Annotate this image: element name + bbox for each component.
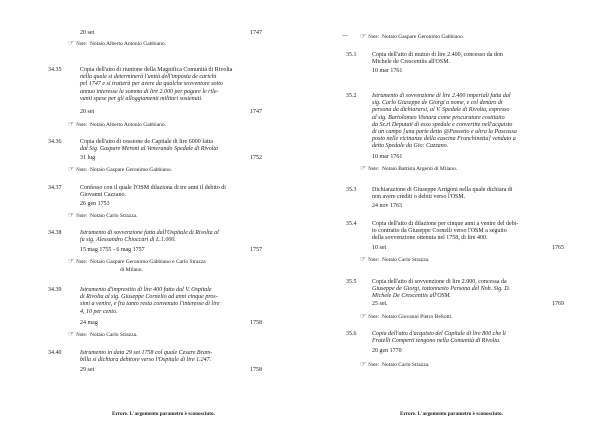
entry-description (372, 331, 506, 345)
entry-line: Confesso con il quale l'OSM dilaziona di tre anni il debito di (80, 185, 226, 191)
entry-line: nella quale si determinerà l'unità dell'imposta de carichi (80, 74, 217, 81)
entry-line: della sovvenzione ottenuta nel 1758, di lire 400. (372, 235, 488, 242)
entry-description (80, 139, 218, 153)
entry-line: Istrumento in data 29 set 1758 col quale Cesare Bram- (80, 350, 213, 356)
entry-number: 35.1 (346, 52, 357, 58)
entry-note (68, 166, 172, 174)
entry (48, 287, 262, 317)
entry-note (360, 165, 457, 173)
entry-number: 34.40 (48, 350, 62, 356)
pointing-hand-icon: ☞ (360, 164, 367, 172)
pointing-hand-icon: ☞ (360, 255, 367, 263)
note-label: Note: (76, 42, 87, 47)
entry-description (372, 52, 503, 66)
pointing-hand-icon: ☞ (360, 312, 367, 320)
note-label: Note: (368, 167, 379, 172)
entry-line: di Rivolta al sig. Giuseppe Cornelio ad anni cinque pros- (80, 294, 218, 301)
note-text: Notaio Carlo Strazza. (381, 362, 430, 368)
entry-year: 1758 (250, 320, 262, 326)
entry-number: 34.36 (48, 139, 62, 145)
top-note (68, 40, 166, 48)
entry-date: 20 gen 1770 (372, 348, 402, 354)
entry-year: 1747 (250, 109, 262, 115)
entry-number: 35.3 (346, 187, 357, 193)
entry (48, 67, 262, 127)
entry-date: 10 mar 1761 (372, 154, 403, 160)
entry-description (80, 230, 219, 244)
entry-number: 35.6 (346, 331, 357, 337)
pointing-hand-icon: ☞ (360, 32, 367, 40)
entry-line: dal Sig. Gaspare Meroni al Venerando Spedale di Rivolta (80, 146, 219, 153)
entry-number: 34.37 (48, 185, 62, 191)
entry-note (68, 258, 206, 266)
entry-line: vanti spese per gli alloggiamenti militari sostenuti. (80, 95, 203, 102)
entry-line: fu sig. Alessandro Chioccari di L.1.000. (80, 237, 176, 244)
entry-date: 31 lug (80, 155, 96, 161)
entry-date: 24 mag (80, 320, 98, 326)
entry (346, 187, 556, 203)
entry-number: 34.39 (48, 287, 62, 293)
entry-description (80, 185, 226, 199)
entry-number: 34.35 (48, 67, 62, 73)
entry-line: sig. Carlo Giuseppe de Giorgi a nome, e col denaro di (372, 100, 503, 107)
entry-number: 35.4 (346, 221, 357, 227)
entry-date: 15 mag 1755 - 6 mag 1757 (80, 247, 145, 253)
entry-line: di un campo [una parte detto @Passetto e altra la Pascassa (372, 129, 517, 136)
entry-note (68, 121, 166, 129)
entry (346, 279, 556, 301)
note-text: Notaio Carlo Strazza. (381, 257, 430, 263)
entry-line: Copia dell'atto di riunione della Magnifica Comunità di Rivolta (80, 67, 233, 73)
entry (48, 139, 262, 155)
pointing-hand-icon: ☞ (68, 211, 75, 219)
entry-year: 1757 (250, 247, 262, 253)
entry-year: 1769 (552, 301, 564, 307)
entry-line: persona da dichiararsi, al V. Spedale di Rivolta, espresso (372, 107, 510, 114)
entry-note (68, 212, 137, 220)
pointing-hand-icon: ☞ (68, 330, 75, 338)
note-label: Note: (368, 35, 379, 40)
pointing-hand-icon: ☞ (360, 360, 367, 368)
entry-number: 34.38 (48, 230, 62, 236)
entry-line: Copia dell'atto di dilazione per cinque anni a venire del debi- (372, 221, 519, 227)
entry-line: Giovanni Cazzano. (80, 192, 126, 199)
entry-note-continuation: di Milano. (120, 267, 143, 273)
note-text: Notaio Alberto Antonio Gabbiano. (89, 122, 167, 128)
entry-line: Copia dell'atto di mutuo di lire 2.400, concesso da don (372, 52, 503, 58)
entry (346, 221, 556, 243)
entry (48, 230, 262, 246)
entry-line: non avere crediti o debiti verso l'OSM. (372, 194, 466, 201)
note-label: Note: (368, 315, 379, 320)
entry-line: Giuseppe de Giorgi, tottonnesto Persona del Nob. Sig. D. (372, 286, 511, 293)
note-label: Note: (76, 333, 87, 338)
note-label: Note: (368, 363, 379, 368)
entry-line: billa si dichiara debitore verso l'Ospitale di lire 1.247. (80, 357, 212, 364)
entry-line: Istrumento d'imprestito di lire 400 fatto dal V. Ospitale (80, 287, 212, 293)
entry-line: Dichiarazione di Giuseppe Arrigoni nella quale dichiara di (372, 187, 513, 193)
right-column (300, 0, 600, 424)
entry-line: simi a venire, e fra tanto resta convenuto l'interesse di lire (80, 301, 220, 308)
note-label: Note: (368, 258, 379, 263)
entry-date: 26 gen 1753 (80, 201, 110, 207)
top-note (360, 33, 464, 41)
entry-number: 35.2 (346, 93, 357, 99)
entry-description (80, 287, 220, 316)
entry-year: 1758 (250, 367, 262, 373)
note-text: Notaio Carlo Strazza. (89, 213, 138, 219)
note-label: Note: (76, 260, 87, 265)
entry-year: 1765 (552, 245, 564, 251)
pointing-hand-icon: ☞ (68, 120, 75, 128)
note-text: Notaio Gaspare Geronimo Gabbiano e Carlo Strazza (89, 259, 206, 265)
entry-date: 29 set (80, 367, 95, 373)
entry-note (360, 361, 429, 369)
entry-description (80, 67, 232, 103)
entry-line: to contratto da Giuseppe Cornelli verso l'OSM a seguito (372, 228, 507, 235)
note-text: Notaio Alberto Antonio Gabbiano. (89, 41, 167, 47)
top-year: 1747 (250, 30, 262, 36)
entry (48, 350, 262, 366)
entry-line: Copia dell'atto d'acquisto del Capitale di lire 800 che li (372, 331, 506, 337)
entry (346, 93, 556, 153)
entry-date: 24 nov 1763 (372, 203, 402, 209)
pointing-hand-icon: ☞ (68, 165, 75, 173)
entry-description (372, 279, 510, 301)
entry-description (80, 350, 212, 364)
entry-date: 10 mar 1761 (372, 68, 403, 74)
note-label: Note: (76, 214, 87, 219)
entry-note (360, 313, 453, 321)
entry-note (68, 331, 137, 339)
note-text: Notaio Giovanni Pietro Bellotti. (381, 314, 453, 320)
entry-line: posto nelle vicinanze della cascina Franchinetta] venduto a (372, 136, 516, 143)
entry-line: Istrumento di sovvenzione di lire 2.400 imperiali fatta dal (372, 93, 511, 99)
entry-number: 35.5 (346, 279, 357, 285)
top-date: 20 set (80, 30, 95, 36)
continuation-dash: — (342, 33, 348, 39)
entry-line: pel 1747 e si tratterà per avere da qualche sovventore sotto (80, 81, 223, 88)
entry-line: Fratelli Comperti tengono nella Comunità di Rivolta. (372, 338, 501, 345)
entry (346, 331, 556, 347)
entry (346, 52, 556, 68)
entry-date: 20 set (80, 109, 95, 115)
note-text: Notaio Battista Argenti di Milano. (381, 166, 458, 172)
page-footer: Errore. L'argomento parametro è sconosciuto. (400, 410, 503, 417)
entry-note (360, 256, 429, 264)
note-text: Notaio Gaspare Geronimo Gabbiano. (381, 34, 465, 40)
entry-line: detto Spedale da Gio: Cazzano. (372, 143, 449, 150)
entry-description (372, 93, 517, 151)
entry-line: Istrumento di sovvenzione fatta dall'Ospitale di Rivolta al (80, 230, 219, 236)
note-text: Notaio Carlo Strazza. (89, 332, 138, 338)
entry-line: da Sz.ri Deputati di esso spedale e convertite nell'acquisto (372, 121, 513, 128)
entry-date: 10 set (372, 245, 387, 251)
entry-line: Copia dell'atto di sovvenzione di lire 2.000, concessa da (372, 279, 507, 285)
entry (48, 185, 262, 201)
entry-line: annuo interesse la somma di lire 2.000 per pagare le rile- (80, 88, 219, 95)
pointing-hand-icon: ☞ (68, 257, 75, 265)
entry-line: Michele De Crescentiis all'OSM. (372, 293, 452, 300)
note-text: Notaio Gaspare Geronimo Gabbiano. (89, 167, 173, 173)
note-label: Note: (76, 123, 87, 128)
page-footer: Errore. L'argomento parametro è sconosciuto. (112, 410, 215, 417)
entry-line: 4, 10 per cento. (80, 308, 118, 315)
pointing-hand-icon: ☞ (68, 39, 75, 47)
entry-description (372, 221, 518, 243)
entry-year: 1752 (250, 155, 262, 161)
entry-date: 25 set. (372, 301, 388, 307)
entry-line: Michele de Crescentiis all'OSM. (372, 59, 451, 66)
entry-line: Copia dell'atto di cessione de Capitale di lire 6000 fatta (80, 139, 213, 145)
note-label: Note: (76, 168, 87, 173)
entry-description (372, 187, 512, 201)
entry-line: al sig. Bartolomeo Visnara come procuratore costituito (372, 114, 505, 121)
